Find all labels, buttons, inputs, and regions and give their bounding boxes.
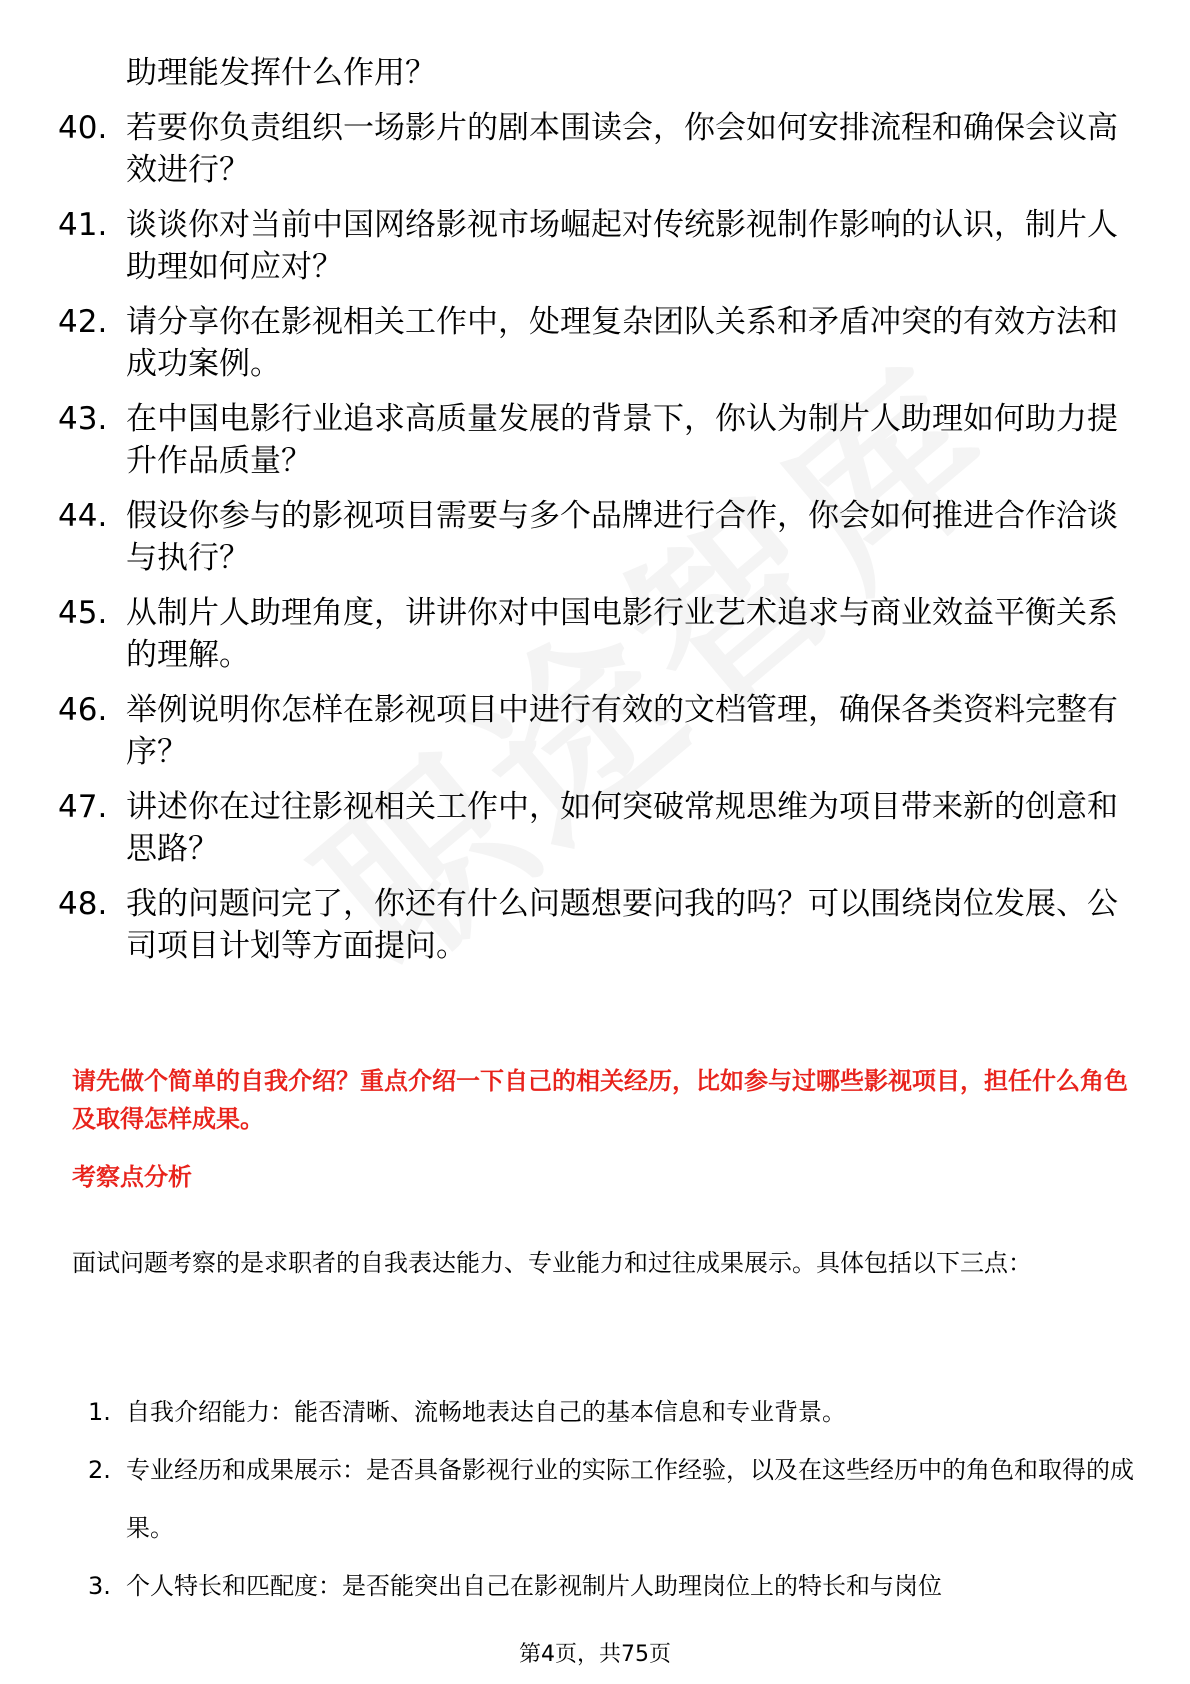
question-item (58, 689, 1138, 773)
question-item (58, 107, 1138, 191)
question-text: 若要你负责组织一场影片的剧本围读会，你会如何安排流程和确保会议高效进行？ (126, 110, 1118, 188)
question-number: 45. (58, 595, 108, 631)
question-text: 从制片人助理角度，讲讲你对中国电影行业艺术追求与商业效益平衡关系的理解。 (126, 595, 1118, 673)
point-text: 自我介绍能力：能否清晰、流畅地表达自己的基本信息和专业背景。 (126, 1398, 846, 1426)
question-list (58, 52, 1138, 980)
question-text: 谈谈你对当前中国网络影视市场崛起对传统影视制作影响的认识，制片人助理如何应对？ (126, 207, 1118, 285)
point-number: 3. (88, 1572, 111, 1600)
question-item (58, 301, 1138, 385)
analysis-intro: 面试问题考察的是求职者的自我表达能力、专业能力和过往成果展示。具体包括以下三点： (72, 1249, 1032, 1277)
question-number: 46. (58, 692, 108, 728)
question-item (58, 204, 1138, 288)
question-text: 在中国电影行业追求高质量发展的背景下，你认为制片人助理如何助力提升作品质量？ (126, 401, 1118, 479)
question-number: 41. (58, 207, 108, 243)
question-text: 举例说明你怎样在影视项目中进行有效的文档管理，确保各类资料完整有序？ (126, 692, 1118, 770)
page-footer: 第4页，共75页 (519, 1642, 671, 1667)
point-number: 1. (88, 1398, 111, 1426)
analysis-points (88, 1383, 1138, 1615)
question-number: 40. (58, 110, 108, 146)
list-item (88, 1441, 1138, 1557)
point-text: 专业经历和成果展示：是否具备影视行业的实际工作经验，以及在这些经历中的角色和取得的成果。 (126, 1456, 1134, 1542)
question-item (58, 495, 1138, 579)
question-text: 我的问题问完了，你还有什么问题想要问我的吗？可以围绕岗位发展、公司项目计划等方面提问。 (126, 886, 1118, 964)
question-number (58, 52, 126, 94)
point-text: 个人特长和匹配度：是否能突出自己在影视制片人助理岗位上的特长和与岗位 (126, 1572, 942, 1600)
question-item (58, 883, 1138, 967)
question-number: 43. (58, 401, 108, 437)
list-item (88, 1383, 1138, 1441)
question-text: 助理能发挥什么作用？ (126, 55, 436, 91)
question-continuation (58, 52, 1138, 94)
question-item (58, 398, 1138, 482)
highlight-question: 请先做个简单的自我介绍？重点介绍一下自己的相关经历，比如参与过哪些影视项目，担任什么角色及取得怎样成果。 (72, 1067, 1128, 1133)
list-item (88, 1557, 1138, 1615)
question-number: 48. (58, 886, 108, 922)
question-text: 请分享你在影视相关工作中，处理复杂团队关系和矛盾冲突的有效方法和成功案例。 (126, 304, 1118, 382)
question-text: 讲述你在过往影视相关工作中，如何突破常规思维为项目带来新的创意和思路？ (126, 789, 1118, 867)
question-number: 47. (58, 789, 108, 825)
question-item (58, 592, 1138, 676)
question-text: 假设你参与的影视项目需要与多个品牌进行合作，你会如何推进合作洽谈与执行？ (126, 498, 1118, 576)
question-number: 42. (58, 304, 108, 340)
point-number: 2. (88, 1456, 111, 1484)
question-number: 44. (58, 498, 108, 534)
question-item (58, 786, 1138, 870)
analysis-title: 考察点分析 (72, 1163, 192, 1191)
